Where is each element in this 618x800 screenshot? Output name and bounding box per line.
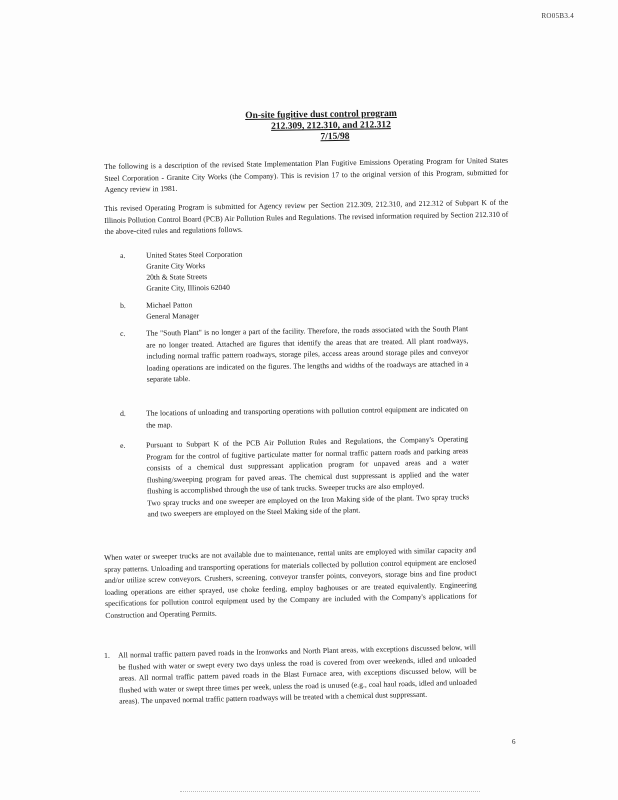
title-line-2: 212.309, 212.310, and 212.312 <box>271 120 391 132</box>
contact-name: Michael Patton <box>146 300 193 310</box>
page-number: 6 <box>512 738 516 746</box>
item-a-label: a. <box>120 250 126 260</box>
equipment-paragraph: When water or sweeper trucks are not available due to maintenance, rental units are employed with similar capacity and spray patterns. Unloading and transporting operations for materials collected by pollution control equipment are enclosed and/or utilize screw conveyors. Crushers, screening, conveyor transfer points, conveyors, storage bins and fine product loading operations are either sprayed, use choke feeding, employ baghouses or are treated equivalently. Engineering specifications for pollution control equipment used by the Company are included with the Company's applications for Construction and Operating Permits. <box>104 545 478 620</box>
item-a <box>120 246 470 294</box>
company-address <box>146 246 470 293</box>
item-b <box>120 296 460 322</box>
subitem-1-number: 1. <box>104 650 110 660</box>
intro-paragraph-2: This revised Operating Program is submitted for Agency review per Section 212.309, 212.310, and 212.312 of Subpart K of the Illinois Pollution Control Board (PCB) Air Pollution Rules and Regulations. The revised information required by Section 212.310 of the above-cited rules and regulations follows. <box>104 197 509 237</box>
title-line-3: 7/15/98 <box>320 131 350 143</box>
subitem-1 <box>104 642 477 708</box>
item-d <box>120 403 468 431</box>
document-title <box>0 110 618 143</box>
contact-title: General Manager <box>146 311 200 321</box>
item-c-text: The "South Plant" is no longer a part of the facility. Therefore, the roads associated with the South Plant are no longer treated. Attached are figures that identify the areas that are treated. All plant roadways, including normal traffic pattern roadways, storage piles, access areas around storage piles and conveyor loading operations are indicated on the figures. The lengths and widths of the roadways are attached in a separate table. <box>146 324 469 385</box>
address-line-4: Granite City, Illinois 62040 <box>146 282 230 293</box>
item-e-paragraph-1: Pursuant to Subpart K of the PCB Air Pollution Rules and Regulations, the Company's Operating Program for the control of fugitive particulate matter for normal traffic pattern roads and parking areas consists of a chemical dust suppressant application program for unpaved areas and a water flushing/sweeping program for paved areas. The chemical dust suppressant is applied and the water flushing is accomplished through the use of tank trucks. Sweeper trucks are also employed. <box>146 434 469 496</box>
item-e-paragraph-2: Two spray trucks and one sweeper are employed on the Iron Making side of the plant. Two spray trucks and two sweepers are employed on the Steel Making side of the plant. <box>147 492 470 519</box>
item-e-text <box>146 433 469 519</box>
scan-edge-divider <box>180 791 480 792</box>
address-line-2: Granite City Works <box>146 261 206 271</box>
item-e <box>120 433 469 520</box>
item-c-label: c. <box>120 328 126 338</box>
intro-paragraph-1: The following is a description of the revised State Implementation Plan Fugitive Emissions Operating Program for United States Steel Corporation - Granite City Works (the Company). This is revision 17 to the original version of this Program, submitted for Agency review in 1981. <box>104 155 509 195</box>
contact-person <box>146 296 460 321</box>
item-e-label: e. <box>120 440 126 450</box>
title-line-1: On-site fugitive dust control program <box>245 108 397 122</box>
document-id: RO05B3.4 <box>541 12 574 20</box>
item-d-label: d. <box>120 408 126 418</box>
subitem-1-text: All normal traffic pattern paved roads in the Ironworks and North Plant areas, with exceptions discussed below, will be flushed with water or swept every two days unless the road is covered from over weekends, idled and unloaded areas. All normal traffic pattern paved roads in the Blast Furnace area, with exceptions discussed below, will be flushed with water or swept three times per week, unless the road is unused (e.g., coal haul roads, idled and unloaded areas). The unpaved normal traffic pattern roadways will be treated with a chemical dust suppressant. <box>118 642 477 707</box>
address-line-1: United States Steel Corporation <box>146 249 243 260</box>
address-line-3: 20th & State Streets <box>146 272 208 282</box>
item-c <box>120 323 469 386</box>
item-d-text: The locations of unloading and transporting operations with pollution control equipment are indicated on the map. <box>146 404 469 430</box>
item-b-label: b. <box>120 300 126 310</box>
